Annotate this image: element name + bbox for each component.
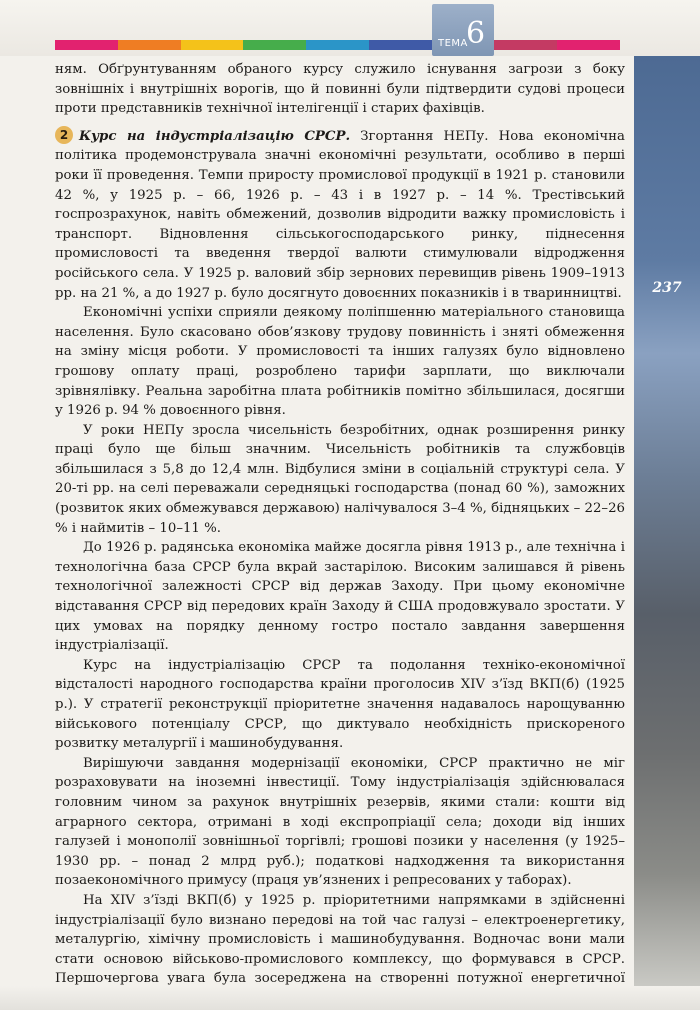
- section-number-badge: 2: [55, 126, 73, 144]
- body-paragraph: Економічні успіхи сприяли деякому поліпшенню матеріального становища населення. Було скасовано обов’язкову трудову повинність і зняті обмеження на зміну місця роботи. У промисловості та інших галузях було відновлено грошову оплату праці, розроблено тарифи зарплати, що виключали зрівнялівку. Реальна заробітна плата робітників помітно збільшилася, досягши у 1926 р. 94 % довоєнного рівня.: [55, 305, 625, 419]
- body-paragraph: Вирішуючи завдання модернізації економіки, СРСР практично не міг розраховувати на іноземні інвестиції. Тому індустріалізація здійснювалася головним чином за рахунок внутрішніх резервів, якими стали: кошти від аграрного сектора, отримані в ході експропріації села; доходи від інших галузей і монополії зовнішньої торгівлі; грошові позики у населення (у 1925–1930 рр. – понад 2 млрд руб.); податкові надходження та використання позаекономічного примусу (праця ув’язнених і репресованих у таборах).: [55, 755, 625, 889]
- stripe-segment: [557, 40, 620, 50]
- stripe-segment: [369, 40, 432, 50]
- section-heading: Курс на індустріалізацію СРСР.: [79, 128, 351, 144]
- stripe-segment: [243, 40, 306, 50]
- section-paragraph: [55, 126, 625, 303]
- section-intro: Згортання НЕПу. Нова економічна політика продемонструвала значні економічні результати, особливо в перші роки її проведення. Темпи приросту промислової продукції в 1921 р. становили 42 %, у 1925 р. – 66, 1926 р. – 43 і в 1927 р. – 14 %. Трестівський госпрозрахунок, навіть обмежений, дозволив відродити важку промисловість і транспорт. Відновлення сільськогосподарського ринку, піднесення промисловості та введення твердої валюти стимулювали відродження російського села. У 1925 р. валовий збір зернових перевищив рівень 1909–1913 рр. на 21 %, а до 1927 р. було досягнуто довоєнних показників і в тваринництві.: [55, 128, 625, 301]
- page-bottom-edge: [0, 986, 700, 1010]
- color-stripe: [55, 40, 620, 50]
- page-number: 237: [652, 280, 682, 296]
- body-paragraph: Курс на індустріалізацію СРСР та подолання техніко-економічної відсталості народного господарства країни проголосив XIV з’їзд ВКП(б) (1925 р.). У стратегії реконструкції пріоритетне значення надавалось нарощуванню військового потенціалу СРСР, що диктувало необхідність прискореного розвитку металургії і машинобудування.: [55, 657, 625, 752]
- body-paragraph: До 1926 р. радянська економіка майже досягла рівня 1913 р., але технічна і технологічна база СРСР була вкрай застарілою. Високим залишався й рівень технологічної залежності СРСР від держав Заходу. При цьому економічне відставання СРСР від передових країн Заходу й США продовжувало зростати. У цих умовах на порядку денному гостро постало завдання завершення індустріалізації.: [55, 540, 625, 654]
- stripe-segment: [118, 40, 181, 50]
- stripe-segment: [494, 40, 557, 50]
- continuation-paragraph: ням. Обґрунтуванням обраного курсу служило існування загрози з боку зовнішніх і внутрішніх ворогів, що й повинні були підтвердити судові процеси проти представників технічної інтелігенції і старих фахівців.: [55, 62, 625, 117]
- stripe-segment: [306, 40, 369, 50]
- stripe-segment: [55, 40, 118, 50]
- stripe-segment: [181, 40, 244, 50]
- body-paragraph: У роки НЕПу зросла чисельність безробітних, однак розширення ринку праці було ще більш значним. Чисельність робітників та службовців збільшилася з 5,8 до 12,4 млн. Відбулися зміни в соціальній структурі села. У 20-ті рр. на селі переважали середняцькі господарства (понад 60 %), заможних (розвиток яких обмежувався державою) налічувалося 3–4 %, бідняцьких – 22–26 % і наймитів – 10–11 %.: [55, 422, 625, 536]
- theme-label: ТЕМА: [438, 38, 468, 49]
- side-photo-strip: [634, 56, 700, 986]
- page-body: [55, 60, 625, 1009]
- theme-number: 6: [466, 16, 486, 51]
- body-paragraph: На XIV з’їзді ВКП(б) у 1925 р. пріоритетними напрямками в здійсненні індустріалізації було визнано передові на той час галузі – електроенергетику, металургію, хімічну промисловість і машинобудування. Водночас вони мали стати основою військово-промислового комплексу, що формувався в СРСР. Першочергова увага була зосереджена на створенні потужної енергетичної: [55, 892, 625, 987]
